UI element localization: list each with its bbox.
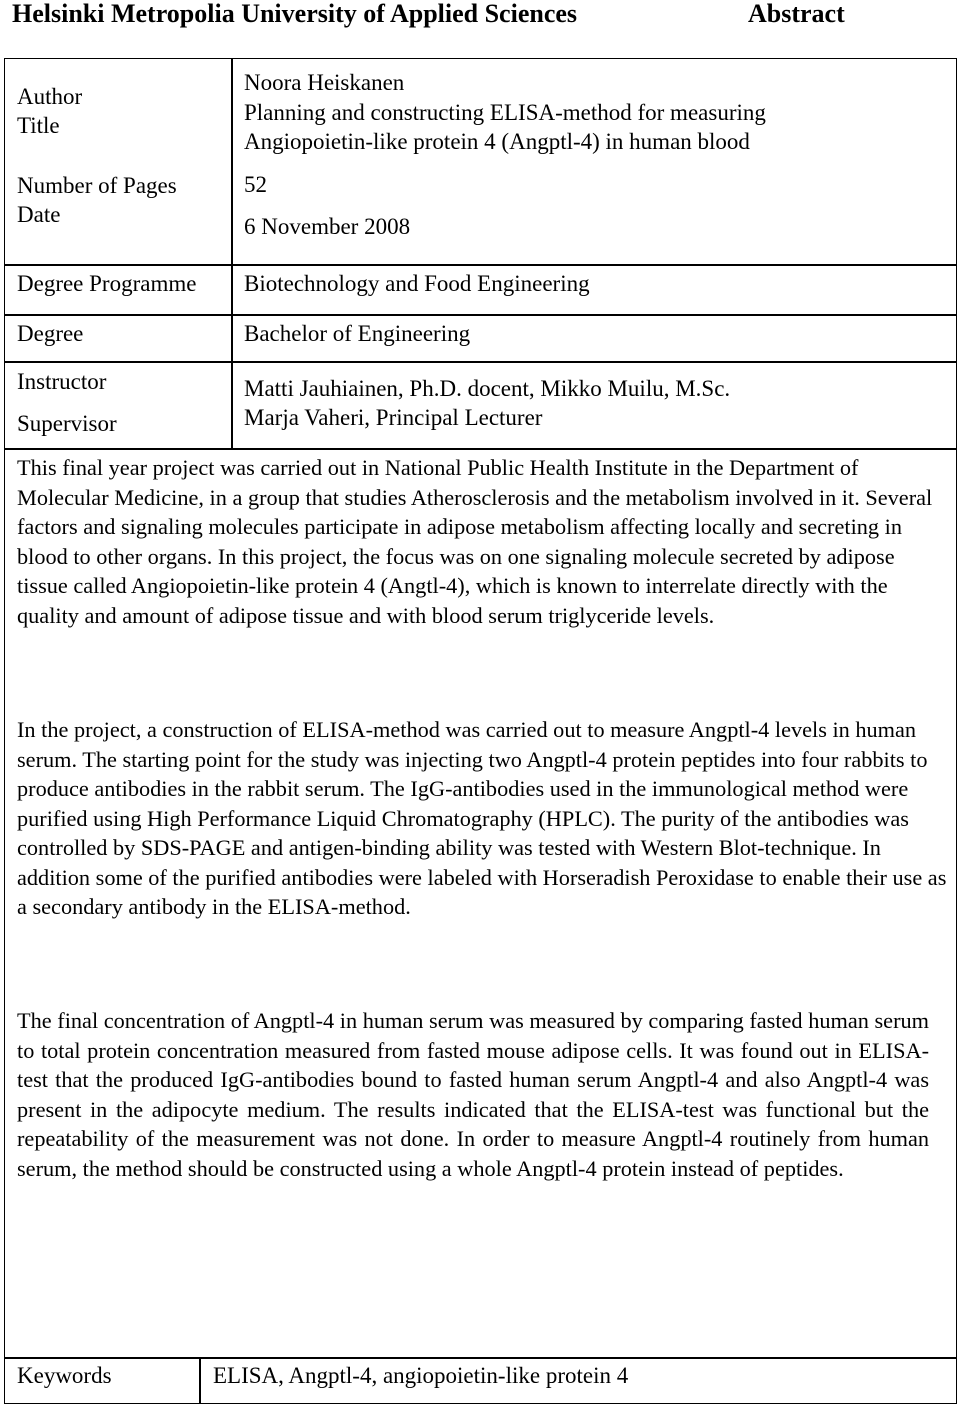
keywords-divider — [4, 1357, 957, 1359]
abstract-text-2: In the project, a construction of ELISA-method was carried out to measure Angptl-4 levels in human serum. The starting point for the study was injecting two Angptl-4 protein peptides into four rabbits to produce antibodies in the rabbit serum. The IgG-antibodies used in the immunological method were purified using High Performance Liquid Chromatography (HPLC). The purity of the antibodies was controlled by SDS-PAGE and antigen-binding ability was tested with Western Blot-technique. In addition some of the purified antibodies were labeled with Horseradish Peroxidase to enable their use as a secondary antibody in the ELISA-method. — [17, 717, 947, 919]
institution-name: Helsinki Metropolia University of Applied Sciences — [12, 0, 578, 28]
abstract-text-3: The final concentration of Angptl-4 in human serum was measured by comparing fasted human serum to total protein concentration measured from fasted mouse adipose cells. It was found out in ELISA-test that the produced IgG-antibodies bound to fasted human serum Angptl-4 and also Angptl-4 was present in the adipocyte medium. The results indicated that the ELISA-test was functional but the repeatability of the measurement was not done. In order to measure Angptl-4 routinely from human serum, the method should be constructed using a whole Angptl-4 protein instead of peptides. — [17, 1008, 929, 1181]
author-label: Author — [17, 84, 83, 109]
row-divider-1 — [4, 264, 957, 266]
abstract-paragraph-3 — [17, 1006, 929, 1183]
instructor-value: Matti Jauhiainen, Ph.D. docent, Mikko Muilu, M.Sc. — [244, 376, 731, 401]
supervisor-value: Marja Vaheri, Principal Lecturer — [244, 405, 543, 430]
pages-label: Number of Pages — [17, 173, 177, 198]
title-value-line1: Planning and constructing ELISA-method for measuring — [244, 100, 766, 125]
date-label: Date — [17, 202, 61, 227]
title-label: Title — [17, 113, 60, 138]
row-divider-2 — [4, 314, 957, 316]
keywords-column-divider — [199, 1357, 201, 1404]
keywords-value: ELISA, Angptl-4, angiopoietin-like protein 4 — [213, 1363, 629, 1388]
abstract-text-1: This final year project was carried out in National Public Health Institute in the Department of Molecular Medicine, in a group that studies Atherosclerosis and the metabolism involved in it. Several factors and signaling molecules participate in adipose metabolism affecting locally and secreting in blood to other organs. In this project, the focus was on one signaling molecule secreted by adipose tissue called Angiopoietin-like protein 4 (Angtl-4), which is known to interrelate directly with the quality and amount of adipose tissue and with blood serum triglyceride levels. — [17, 455, 933, 628]
title-value-line2: Angiopoietin-like protein 4 (Angptl-4) in human blood — [244, 129, 750, 154]
degree-label: Degree — [17, 321, 84, 346]
programme-value: Biotechnology and Food Engineering — [244, 271, 590, 296]
instructor-label: Instructor — [17, 369, 107, 394]
document-type: Abstract — [748, 0, 845, 28]
programme-label: Degree Programme — [17, 271, 197, 296]
abstract-paragraph-1 — [17, 453, 947, 630]
keywords-label: Keywords — [17, 1363, 112, 1388]
date-value: 6 November 2008 — [244, 214, 411, 239]
supervisor-label: Supervisor — [17, 411, 117, 436]
author-value: Noora Heiskanen — [244, 70, 405, 95]
page-header — [0, 0, 960, 40]
abstract-paragraph-2 — [17, 715, 947, 922]
pages-value: 52 — [244, 172, 267, 197]
row-divider-4 — [4, 448, 957, 450]
degree-value: Bachelor of Engineering — [244, 321, 471, 346]
label-column-divider — [231, 58, 233, 449]
row-divider-3 — [4, 361, 957, 363]
